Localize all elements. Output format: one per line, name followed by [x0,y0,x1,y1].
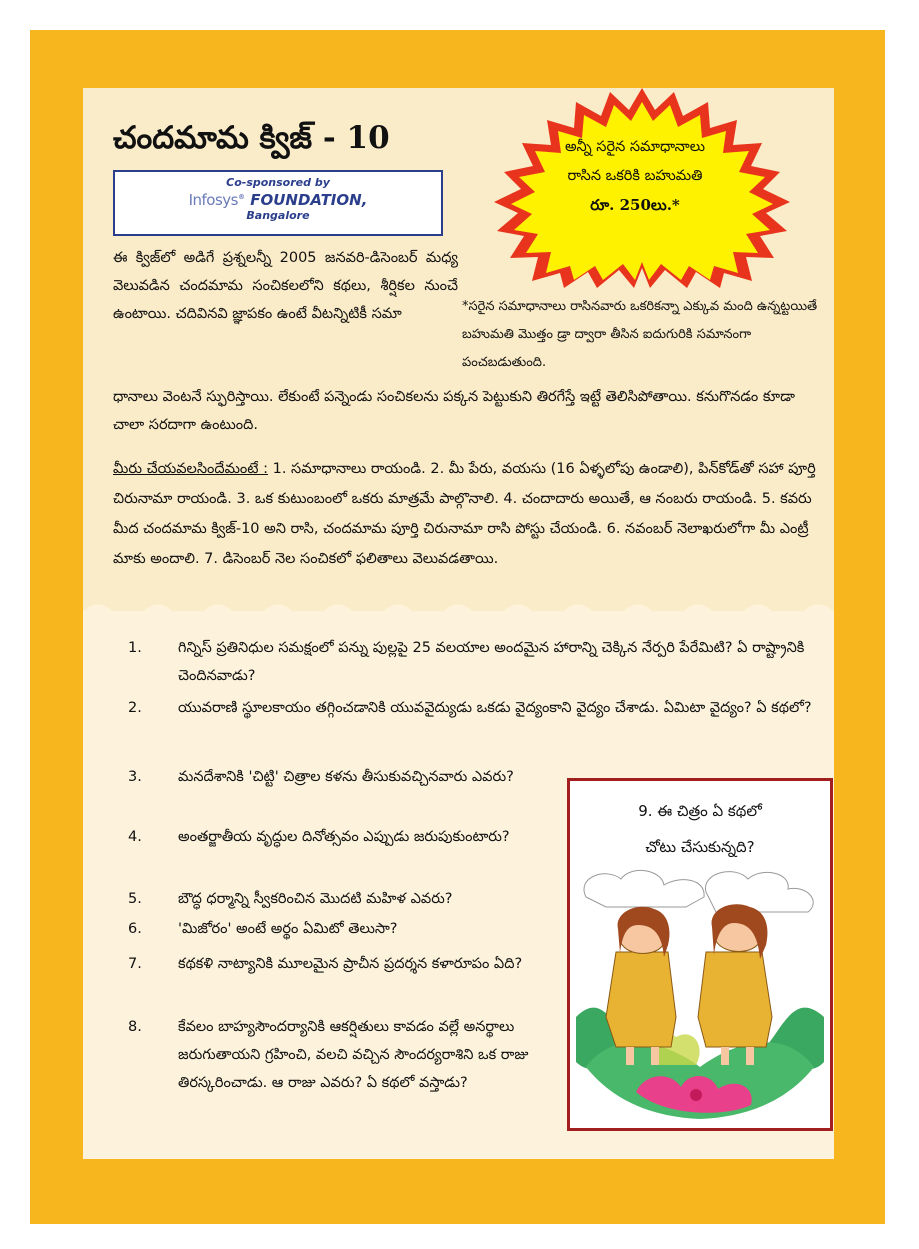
question-number: 5. [128,891,142,907]
rules-lead: మీరు చేయవలసిందేమంటే : [113,461,268,477]
question-item [128,763,558,819]
picture-question-line-1: 9. ఈ చిత్రం ఏ కథలో [638,802,762,820]
sponsor-box [113,170,443,236]
sponsor-city: Bangalore [246,209,310,222]
prize-line-2: రాసిన ఒకరికి బహుమతి [567,168,703,184]
sponsor-co-line: Co-sponsored by [226,176,330,189]
picture-question-box [567,778,833,1131]
question-text: అంతర్జాతీయ వృద్ధుల దినోత్సవం ఎప్పుడు జరుపుకుంటారు? [178,829,510,845]
picture-question-line-2: చోటు చేసుకున్నది? [645,838,755,856]
question-item [128,634,828,690]
prize-text [525,133,745,220]
question-item [128,950,558,1006]
question-number: 6. [128,921,142,937]
prize-footnote: *సరైన సమాధానాలు రాసినవారు ఒకరికన్నా ఎక్కువ మంది ఉన్నట్టయితే బహుమతి మొత్తం డ్రా ద్వారా తీసిన ఐదుగురికి సమానంగా పంచబడుతుంది. [462,299,818,370]
infosys-logo: Infosys [188,191,238,209]
sponsor-foundation-label: FOUNDATION, [250,191,368,209]
question-text: కథకళి నాట్యానికి మూలమైన ప్రాచీన ప్రదర్శన కళారూపం ఏది? [178,956,523,972]
question-number: 7. [128,956,142,972]
sponsor-foundation: Infosys® FOUNDATION, [188,191,368,209]
question-text: బౌద్ధ ధర్మాన్ని స్వీకరించిన మొదటి మహిళ ఎవరు? [178,891,453,907]
question-number: 3. [128,769,142,785]
page-title: చందమామ క్విజ్ - 10 [113,120,390,156]
question-number: 1. [128,640,142,656]
question-item [128,694,828,750]
rules-paragraph [113,454,823,574]
question-text: కేవలం బాహ్యసౌందర్యానికి ఆకర్షితులు కావడం వల్లే అనర్థాలు జరుగుతాయని గ్రహించి, వలచి వచ్చిన సౌందర్యరాశిని ఒక రాజు తిరస్కరించాడు. ఆ రాజు ఎవరు? ఏ కథలో వస్తాడు? [178,1019,529,1091]
question-item [128,1013,558,1125]
intro-paragraph-end: ధానాలు వెంటనే స్ఫురిస్తాయి. లేకుంటే పన్నెండు సంచికలను పక్కన పెట్టుకుని తిరగేస్తే ఇట్టే తెలిసిపోతాయి. కనుగొనడం కూడా చాలా సరదాగా ఉంటుంది. [113,389,795,433]
question-number: 2. [128,700,142,716]
picture-question-caption [570,793,830,865]
question-item [128,885,558,913]
question-number: 4. [128,829,142,845]
question-item [128,915,558,943]
rules-body: 1. సమాధానాలు రాయండి. 2. మీ పేరు, వయసు (16 ఏళ్ళలోపు ఉండాలి), పిన్‌కోడ్‌తో సహా పూర్తి చిరునామా రాయండి. 3. ఒక కుటుంబంలో ఒకరు మాత్రమే పాల్గొనాలి. 4. చందాదారు అయితే, ఆ నంబరు రాయండి. 5. కవరు మీద చందమామ క్విజ్‌-10 అని రాసి, చందమామ పూర్తి చిరునామా రాసి పోస్టు చేయండి. 6. నవంబర్ నెలాఖరులోగా మీ ఎంట్రీ మాకు అందాలి. 7. డిసెంబర్ నెల సంచికలో ఫలితాలు వెలువడతాయి. [113,461,816,567]
question-item [128,823,558,879]
two-boys-on-flower-illustration [576,867,824,1122]
prize-line-1: అన్నీ సరైన సమాధానాలు [564,139,706,155]
question-text: యువరాణి స్థూలకాయం తగ్గించడానికి యువవైద్యుడు ఒకడు వైద్యంకాని వైద్యం చేశాడు. ఏమిటా వైద్యం? ఏ కథలో? [178,700,812,716]
wavy-divider [83,600,834,624]
prize-amount: రూ. 250లు.* [590,196,680,214]
question-text: 'మిజోరం' అంటే అర్థం ఏమిటో తెలుసా? [178,921,398,937]
intro-paragraph-start: ఈ క్విజ్‌లో అడిగే ప్రశ్నలన్నీ 2005 జనవరి-డిసెంబర్ మధ్య వెలువడిన చందమామ సంచికలలోని కథలు, శీర్షికల నుంచే ఉంటాయి. చదివినవి జ్ఞాపకం ఉంటే వీటన్నిటికీ సమా [113,250,458,322]
question-text: మనదేశానికి 'చిట్టి' చిత్రాల కళను తీసుకువచ్చినవారు ఎవరు? [178,769,514,785]
question-text: గిన్నిస్ ప్రతినిధుల సమక్షంలో పన్ను పుల్లపై 25 వలయాల అందమైన హారాన్ని చెక్కిన నేర్పరి పేరేమిటి? ఏ రాష్ట్రానికి చెందినవాడు? [178,640,805,684]
question-number: 8. [128,1019,142,1035]
